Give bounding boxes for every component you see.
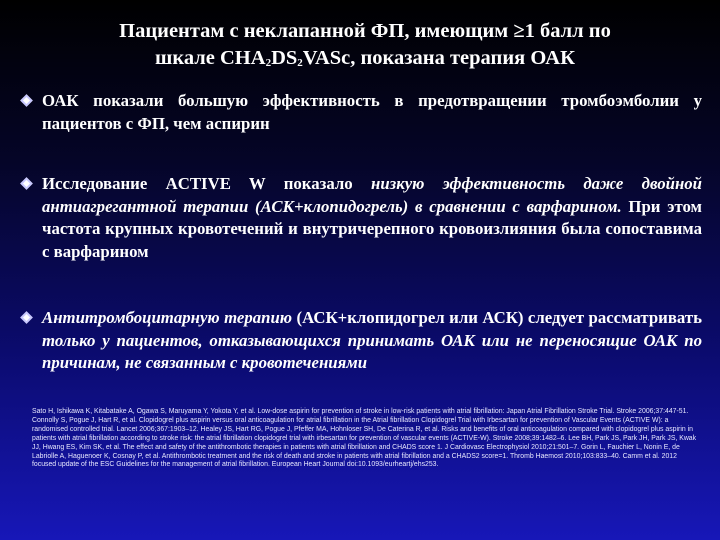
bullet-text-3: [42, 307, 702, 375]
bullet-item-3: [22, 307, 702, 375]
title-sub-1: 2: [265, 57, 272, 69]
bullet-3-part-1: Антитромбоцитарную терапию: [42, 308, 293, 327]
diamond-bullet-icon: [20, 177, 33, 190]
title-line-2: [40, 45, 690, 77]
diamond-bullet-icon: [20, 94, 33, 107]
bullet-text-1: ОАК показали большую эффективность в предотвращении тромбоэмболии у пациентов с ФП, чем аспирин: [42, 91, 702, 133]
bullet-3-part-2: (АСК+клопидогрел или АСК) следует рассматривать: [292, 308, 702, 327]
title-part-a: шкале CHA: [155, 47, 266, 69]
bullet-text-2: [42, 173, 702, 263]
title-sub-2: 2: [297, 57, 303, 69]
bullet-2-part-1: Исследование ACTIVE W показало: [42, 174, 372, 193]
references: Sato H, Ishikawa K, Kitabatake A, Ogawa S, Maruyama Y, Yokota Y, et al. Low-dose aspirin for prevention of stroke in low-risk patients with atrial fibrillation: Japan Atrial Fibrillation Stroke Trial. Stroke 2006;37:447-51. Connolly S, Pogue J, Hart R, et al. Clopidogrel plus aspirin versus oral anticoagulation for atrial fibrillation in the Atrial fibrillation Clopidogrel Trial with Irbesartan for prevention of Vascular Events (ACTIVE W): a randomised controlled trial. Lancet 2006;367:1903–12. Healey JS, Hart RG, Pogue J, Pfeffer MA, Hohnloser SH, De Caterina R, et al. Risks and benefits of oral anticoagulation compared with clopidogrel plus aspirin in patients with atrial fibrillation according to stroke risk: the atrial fibrillation clopidogrel trial with irbesartan for prevention of vascular events (ACTIVE-W). Stroke 2008;39:1482–6. Lee BH, Park JS, Park JH, Park JS, Kwak JJ, Hwang ES, Kim SK, et al. The effect and safety of the antithrombotic therapies in patients with atrial fibrillation and CHADS score 1. J Cardiovasc Electrophysiol 2010;21:501–7. Gorin L, Fauchier L, Nonin E, de Labriolle A, Haguenoer K, Cosnay P, et al. Antithrombotic treatment and the risk of death and stroke in patients with atrial fibrillation and a CHADS2 score=1. Thromb Haemost 2010;103:833–40. Camm et al. 2012 focused update of the ESC Guidelines for the management of atrial fibrillation. European Heart Journal doi:10.1093/eurheartj/ehs253.: [32, 408, 697, 469]
slide-title: [40, 18, 690, 77]
bullet-2-part-3: При этом частота крупных кровотечений и внутричерепного кровоизлияния была сопоставима с варфарином: [42, 196, 702, 261]
bullet-2-part-2: низкую эффективность даже двойной антиагрегантной терапии (АСК+клопидогрель) в сравнении с варфарином.: [42, 174, 702, 216]
title-part-b: DS: [271, 47, 298, 69]
title-part-c: VASc, показана терапия ОАК: [302, 47, 575, 69]
diamond-bullet-icon: [20, 311, 33, 324]
title-line-1: Пациентам с неклапанной ФП, имеющим ≥1 балл по: [119, 20, 611, 42]
bullet-item-1: [22, 90, 702, 135]
bullet-3-part-3: только у пациентов, отказывающихся принимать ОАК или не переносящие ОАК по причинам, не связанным с кровотечениями: [42, 330, 702, 372]
bullet-item-2: [22, 173, 702, 263]
